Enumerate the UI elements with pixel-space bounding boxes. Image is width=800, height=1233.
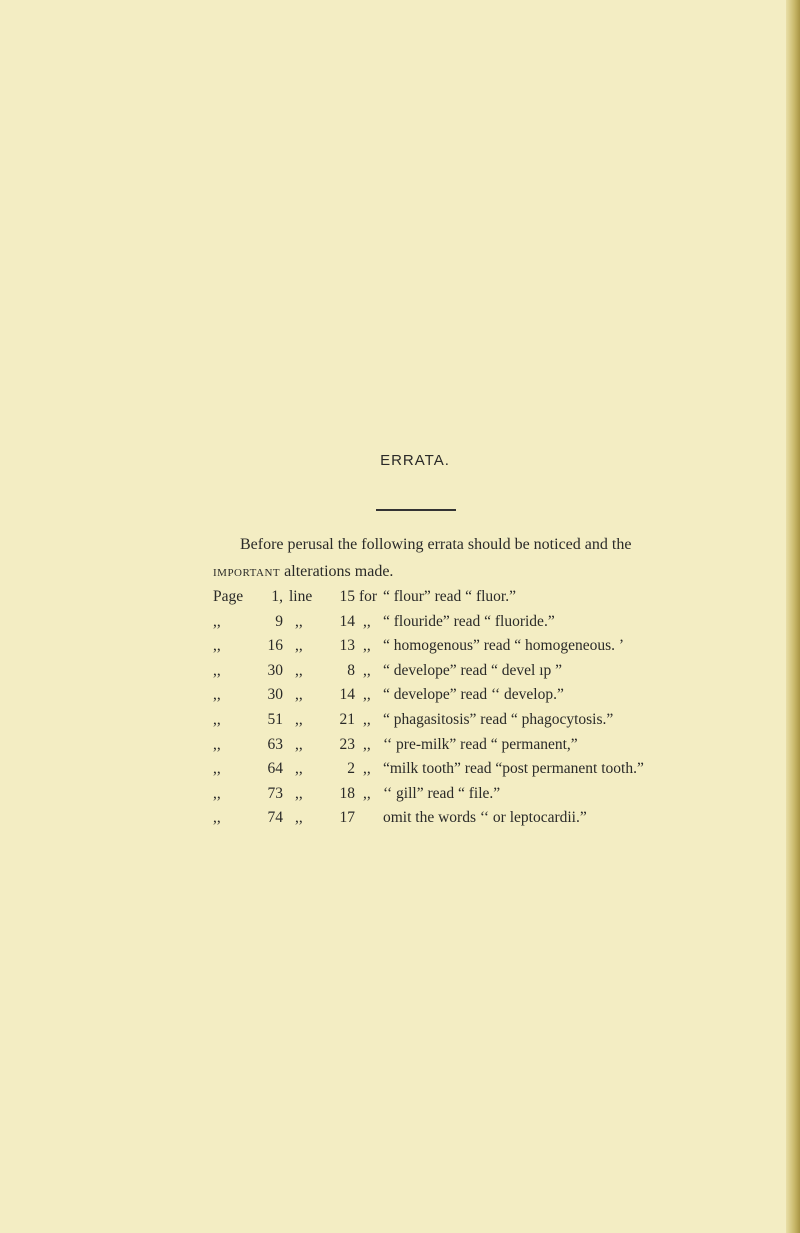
intro-rest: alterations made. — [284, 563, 394, 580]
line-number: 2 — [347, 760, 355, 778]
line-separator: ,, — [295, 612, 303, 630]
line-number: 18 — [339, 784, 355, 802]
important-word: important — [213, 563, 281, 580]
intro-line-1: Before perusal the following errata should be noticed and the — [240, 536, 632, 553]
for-separator: ,, — [363, 760, 371, 778]
line-separator: ,, — [295, 760, 303, 778]
page-number: 30 — [267, 686, 283, 704]
intro-line-2 — [213, 563, 393, 581]
line-number: 14 — [339, 686, 355, 704]
line-number: 8 — [347, 661, 355, 679]
page-label: ,, — [213, 661, 221, 679]
for-separator: ,, — [363, 637, 371, 655]
for-separator: ,, — [363, 661, 371, 679]
line-number: 13 — [339, 637, 355, 655]
page-label: ,, — [213, 637, 221, 655]
page-label: ,, — [213, 809, 221, 827]
correction-text: “ homogenous” read “ homogeneous. ’ — [383, 637, 625, 655]
line-number: 21 — [339, 711, 355, 728]
divider — [376, 509, 456, 511]
line-number: 15 — [339, 588, 355, 605]
correction-text: “milk tooth” read “post permanent tooth.” — [383, 760, 644, 778]
page-number: 63 — [267, 735, 283, 753]
correction-text: omit the words ‘‘ or leptocardii.” — [383, 809, 587, 827]
page-label: ,, — [213, 686, 221, 704]
correction-text: “ develope” read “ devel ıp ” — [383, 661, 563, 679]
page-number: 74 — [267, 809, 283, 827]
line-separator: ,, — [295, 784, 303, 802]
page-number: 30 — [267, 661, 283, 679]
page-number: 9 — [275, 612, 283, 630]
for-separator: ,, — [363, 711, 371, 728]
page-label: ,, — [213, 784, 221, 802]
line-separator: ,, — [295, 711, 303, 728]
line-separator: ,, — [295, 735, 303, 753]
page-number: 16 — [267, 637, 283, 655]
correction-text: “ develope” read ‘‘ develop.” — [383, 686, 564, 704]
page-label: ,, — [213, 612, 221, 630]
page-number: 73 — [267, 784, 283, 802]
page-label: Page — [213, 588, 244, 605]
page-number: 64 — [267, 760, 283, 778]
page-title: ERRATA. — [380, 452, 450, 469]
correction-text: ‘‘ gill” read “ file.” — [383, 784, 501, 802]
correction-text: “ phagasitosis” read “ phagocytosis.” — [383, 711, 614, 728]
page-label: ,, — [213, 711, 221, 728]
line-separator: ,, — [295, 661, 303, 679]
line-number: 17 — [339, 809, 355, 827]
page-edge — [786, 0, 800, 1233]
for-separator: ,, — [363, 735, 371, 753]
for-separator: ,, — [363, 612, 371, 630]
for-separator: ,, — [363, 686, 371, 704]
for-separator: for — [359, 588, 378, 605]
line-separator: ,, — [295, 809, 303, 827]
for-separator: ,, — [363, 784, 371, 802]
line-number: 14 — [339, 612, 355, 630]
correction-text: ‘‘ pre-milk” read “ permanent,” — [383, 735, 578, 753]
line-separator: ,, — [295, 637, 303, 655]
page-number: 1, — [271, 588, 283, 605]
page-number: 51 — [267, 711, 283, 728]
correction-text: “ flouride” read “ fluoride.” — [383, 612, 555, 630]
correction-text: “ flour” read “ fluor.” — [383, 588, 516, 605]
line-separator: ,, — [295, 686, 303, 704]
line-number: 23 — [339, 735, 355, 753]
page-label: ,, — [213, 760, 221, 778]
line-separator: line — [289, 588, 313, 605]
page-label: ,, — [213, 735, 221, 753]
